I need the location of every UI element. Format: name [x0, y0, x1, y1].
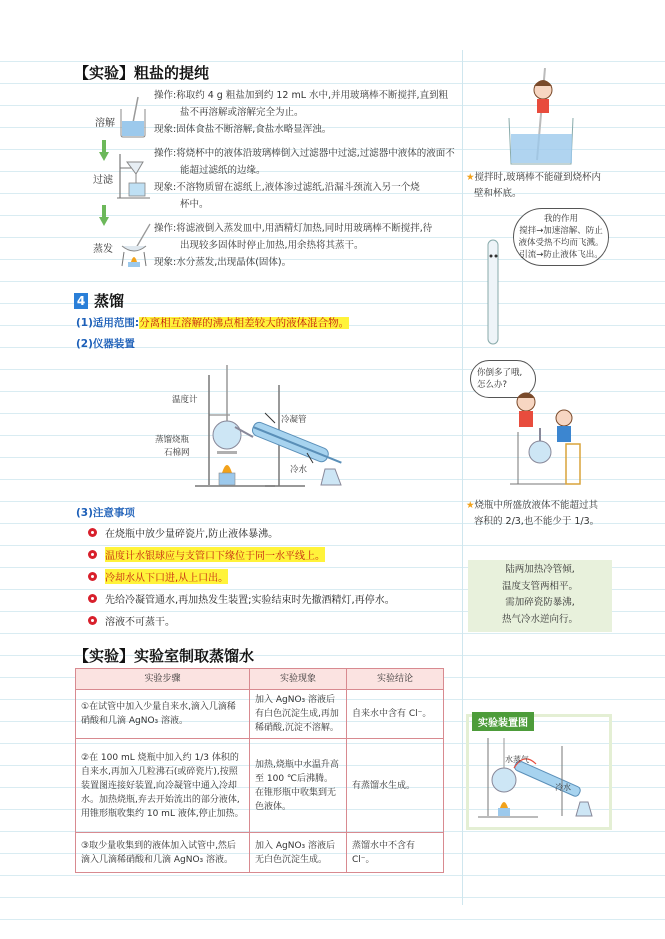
- side-divider: [462, 50, 463, 905]
- table-row: [76, 690, 444, 739]
- note-item: [88, 525, 278, 540]
- step-line: 操作:将烧杯中的液体沿玻璃棒倒入过滤器中过滤,过滤器中液体的液面不: [154, 148, 455, 159]
- side-note-line: 容积的 2/3,也不能少于 1/3。: [474, 516, 600, 527]
- filter-apparatus-icon: [117, 150, 151, 200]
- section-number-badge: 4: [74, 293, 88, 309]
- scope-line: [76, 315, 349, 330]
- bullet-icon: [88, 594, 97, 603]
- label-steam: 水蒸气: [505, 755, 529, 764]
- bubble-line: 液体受热不均而飞溅。: [518, 238, 604, 248]
- side-note-line: 壁和杯底。: [474, 188, 522, 199]
- note-text: 溶液不可蒸干。: [105, 617, 175, 628]
- mini-distillation-diagram: [478, 732, 603, 820]
- table-cell: ②在 100 mL 烧瓶中加入约 1/3 体积的自来水,再加入几粒沸石(或碎瓷片),按照装置图连接好装置,向冷凝管中通入冷却水。加热烧瓶,弃去开始流出的部分液体,用锥形瓶收集约 10 mL 液体,停止加热。: [76, 739, 250, 833]
- table-cell: 加入 AgNO₃ 溶液后无白色沉淀生成。: [250, 833, 347, 873]
- table-cell: 自来水中含有 Cl⁻。: [347, 690, 444, 739]
- step-line: 现象:不溶物质留在滤纸上,液体渗过滤纸,沿漏斗颈流入另一个烧: [154, 182, 420, 193]
- note-item: [88, 569, 228, 584]
- step-line: 盐不再溶解或溶解完全为止。: [180, 107, 304, 118]
- section-bracket: 【实验】: [74, 64, 135, 82]
- table-header: 实验结论: [347, 669, 444, 690]
- step-line: 出现较多固体时停止加热,用余热将其蒸干。: [180, 240, 364, 251]
- table-cell: 蒸馏水中不含有 Cl⁻。: [347, 833, 444, 873]
- bullet-icon: [88, 572, 97, 581]
- apparatus-label: (2)仪器装置: [76, 338, 135, 350]
- mnemonic-line: 需加碎瓷防暴沸,: [505, 597, 575, 608]
- section-title-distilled-water: [74, 645, 254, 666]
- beaker-dissolve-icon: [118, 95, 148, 139]
- table-cell: ①在试管中加入少量自来水,滴入几滴稀硝酸和几滴 AgNO₃ 溶液。: [76, 690, 250, 739]
- label-gauze: 石棉网: [164, 448, 190, 458]
- down-arrow-icon: [99, 205, 109, 227]
- section-title-text: 实验室制取蒸馏水: [134, 647, 255, 665]
- section-title-text: 蒸馏: [94, 292, 125, 310]
- girl-stirring-illustration: [505, 68, 585, 168]
- mnemonic-line: 温度支管两相平。: [501, 580, 578, 592]
- table-header: 实验步骤: [76, 669, 250, 690]
- label-mini-cold-water: 冷水: [555, 783, 571, 792]
- note-item: [88, 591, 395, 606]
- table-row: [76, 739, 444, 833]
- step-line: 能超过滤纸的边缘。: [180, 165, 266, 176]
- step-line: 杯中。: [180, 199, 209, 210]
- label-thermometer: 温度计: [172, 395, 198, 405]
- table-row: [76, 833, 444, 873]
- table-header: 实验现象: [250, 669, 347, 690]
- scope-label: (1)适用范围:: [76, 317, 140, 329]
- bullet-icon: [88, 550, 97, 559]
- note-item: [88, 613, 175, 628]
- bubble-line: 搅拌→加速溶解、防止: [519, 226, 603, 236]
- mini-figure-title: 实验装置图: [472, 712, 534, 731]
- table-cell: 有蒸馏水生成。: [347, 739, 444, 833]
- table-header-row: [76, 669, 444, 690]
- label-condenser: 冷凝管: [281, 415, 307, 425]
- glass-rod-character-icon: [478, 238, 508, 348]
- top-margin: [0, 0, 665, 40]
- notes-label: (3)注意事项: [76, 507, 135, 519]
- label-cold-water: 冷水: [290, 465, 308, 475]
- distillation-apparatus-diagram: [195, 365, 355, 490]
- note-text: 在烧瓶中放少量碎瓷片,防止液体暴沸。: [105, 529, 279, 540]
- evaporating-dish-icon: [114, 222, 154, 268]
- note-text: 冷却水从下口进,从上口出。: [105, 569, 228, 584]
- scope-text: 分离相互溶解的沸点相差较大的液体混合物。: [139, 317, 350, 329]
- note-text: 温度计水银球应与支管口下缘位于同一水平线上。: [105, 547, 325, 562]
- label-flask: 蒸馏烧瓶: [155, 435, 190, 445]
- table-cell: 加入 AgNO₃ 溶液后有白色沉淀生成,再加稀硝酸,沉淀不溶解。: [250, 690, 347, 739]
- side-note-flask: [466, 498, 599, 530]
- down-arrow-icon: [99, 140, 109, 162]
- section-bracket: 【实验】: [74, 647, 135, 665]
- note-text: 先给冷凝管通水,再加热发生装置;实验结束时先撤酒精灯,再停水。: [105, 595, 395, 606]
- kids-pouring-illustration: [510, 388, 590, 486]
- mnemonic-line: 陆两加热冷管倾,: [505, 564, 575, 575]
- bubble-line: 引流→防止液体飞出。: [519, 250, 603, 260]
- bubble-line: 我的作用: [543, 214, 578, 224]
- step-text-evaporate: [154, 220, 432, 271]
- step-label-filter: 过滤: [93, 175, 113, 186]
- step-line: 现象:固体食盐不断溶解,食盐水略显浑浊。: [154, 124, 332, 135]
- section-title-text: 粗盐的提纯: [134, 64, 210, 82]
- side-note-line: 搅拌时,玻璃棒不能碰到烧杯内: [474, 172, 602, 183]
- bullet-icon: [88, 528, 97, 537]
- mnemonic-line: 热气冷水逆向行。: [501, 613, 578, 625]
- step-text-filter: [154, 145, 455, 213]
- table-cell: ③取少量收集到的液体加入试管中,然后滴入几滴稀硝酸和几滴 AgNO₃ 溶液。: [76, 833, 250, 873]
- step-text-dissolve: [154, 87, 448, 138]
- step-line: 操作:称取约 4 g 粗盐加到约 12 mL 水中,并用玻璃棒不断搅拌,直到粗: [154, 90, 449, 101]
- star-icon: ★: [466, 500, 475, 511]
- mnemonic-box: [468, 560, 612, 632]
- step-label-evaporate: 蒸发: [93, 244, 113, 255]
- experiment-table: [75, 668, 444, 873]
- step-line: 操作:将滤液倒入蒸发皿中,用酒精灯加热,同时用玻璃棒不断搅拌,待: [154, 223, 433, 234]
- bullet-icon: [88, 616, 97, 625]
- table-cell: 加热,烧瓶中水温升高至 100 ℃后沸腾。在锥形瓶中收集到无色液体。: [250, 739, 347, 833]
- note-item: [88, 547, 325, 562]
- bubble-line: 你倒多了哦,: [477, 368, 523, 378]
- section-title-distillation: [74, 290, 124, 311]
- step-label-dissolve: 溶解: [95, 118, 115, 129]
- section-title-salt: [74, 62, 209, 83]
- side-note-stir: [466, 170, 601, 202]
- side-note-line: 烧瓶中所盛放液体不能超过其: [474, 500, 599, 511]
- glass-rod-speech-bubble: [513, 208, 609, 266]
- star-icon: ★: [466, 172, 475, 183]
- step-line: 现象:水分蒸发,出现晶体(固体)。: [154, 257, 292, 268]
- bubble-line: 怎么办?: [477, 380, 508, 390]
